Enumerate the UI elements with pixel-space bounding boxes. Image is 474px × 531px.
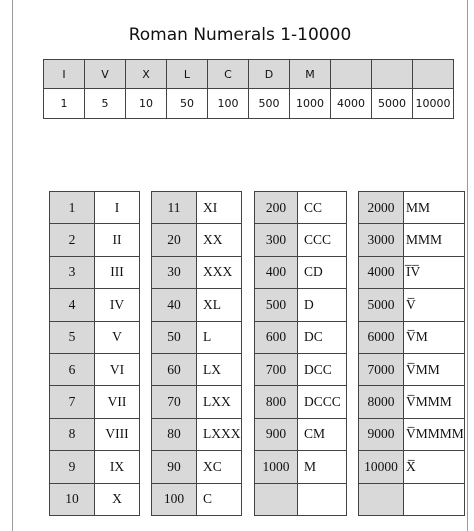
numeral-row <box>152 321 242 353</box>
numeral-row <box>152 256 242 288</box>
roman-cell <box>404 483 465 515</box>
number-cell <box>359 483 404 515</box>
numeral-row <box>255 224 347 256</box>
symbol-cell: V <box>85 60 126 89</box>
roman-cell: C <box>197 483 242 515</box>
numeral-row <box>152 353 242 385</box>
number-cell: 9000 <box>359 418 404 450</box>
roman-cell: CD <box>298 256 347 288</box>
number-cell: 5 <box>50 321 95 353</box>
numeral-row <box>50 321 140 353</box>
roman-cell: V̅ <box>404 289 465 321</box>
roman-cell: V̅MMM <box>404 386 465 418</box>
number-cell: 20 <box>152 224 197 256</box>
number-cell: 900 <box>255 418 298 450</box>
numeral-table-2000-10000 <box>358 191 465 516</box>
numeral-row <box>152 483 242 515</box>
numeral-row <box>50 256 140 288</box>
number-cell <box>255 483 298 515</box>
symbol-cell <box>372 60 413 89</box>
roman-cell: VII <box>95 386 140 418</box>
roman-cell: LXX <box>197 386 242 418</box>
value-cell: 100 <box>208 89 249 119</box>
value-cell: 1000 <box>290 89 331 119</box>
value-row <box>44 89 454 119</box>
document-page <box>12 0 468 531</box>
numeral-row <box>359 224 465 256</box>
number-cell: 200 <box>255 192 298 224</box>
number-cell: 40 <box>152 289 197 321</box>
roman-cell: IV <box>95 289 140 321</box>
roman-cell: V̅M <box>404 321 465 353</box>
numeral-row <box>359 483 465 515</box>
roman-cell: XL <box>197 289 242 321</box>
number-cell: 50 <box>152 321 197 353</box>
number-cell: 300 <box>255 224 298 256</box>
roman-cell: DC <box>298 321 347 353</box>
numeral-row <box>255 418 347 450</box>
symbol-value-table <box>43 59 454 119</box>
numeral-row <box>50 192 140 224</box>
roman-cell: XX <box>197 224 242 256</box>
roman-cell: X̅ <box>404 451 465 483</box>
numeral-row <box>255 289 347 321</box>
symbol-cell: M <box>290 60 331 89</box>
number-cell: 500 <box>255 289 298 321</box>
roman-cell: CM <box>298 418 347 450</box>
roman-cell: VIII <box>95 418 140 450</box>
number-cell: 400 <box>255 256 298 288</box>
symbol-cell: X <box>126 60 167 89</box>
numeral-row <box>255 451 347 483</box>
number-cell: 8 <box>50 418 95 450</box>
symbol-cell: C <box>208 60 249 89</box>
symbol-cell <box>331 60 372 89</box>
roman-cell: L <box>197 321 242 353</box>
numeral-row <box>50 289 140 321</box>
roman-cell: X <box>95 483 140 515</box>
value-cell: 500 <box>249 89 290 119</box>
numeral-row <box>50 353 140 385</box>
roman-cell: V̅MM <box>404 353 465 385</box>
numeral-row <box>359 451 465 483</box>
number-cell: 6000 <box>359 321 404 353</box>
number-cell: 5000 <box>359 289 404 321</box>
number-cell: 8000 <box>359 386 404 418</box>
numeral-row <box>50 483 140 515</box>
value-cell: 10 <box>126 89 167 119</box>
value-cell: 4000 <box>331 89 372 119</box>
number-cell: 1 <box>50 192 95 224</box>
value-cell: 1 <box>44 89 85 119</box>
numeral-row <box>359 386 465 418</box>
value-cell: 5 <box>85 89 126 119</box>
value-cell: 5000 <box>372 89 413 119</box>
numeral-row <box>255 321 347 353</box>
number-cell: 30 <box>152 256 197 288</box>
numeral-row <box>152 289 242 321</box>
numeral-row <box>152 451 242 483</box>
numeral-row <box>255 386 347 418</box>
symbol-cell: I <box>44 60 85 89</box>
roman-cell: LX <box>197 353 242 385</box>
roman-cell: DCCC <box>298 386 347 418</box>
roman-cell: LXXX <box>197 418 242 450</box>
numeral-row <box>50 224 140 256</box>
numeral-row <box>359 321 465 353</box>
numeral-row <box>152 224 242 256</box>
numeral-row <box>50 451 140 483</box>
symbol-row <box>44 60 454 89</box>
number-cell: 90 <box>152 451 197 483</box>
number-cell: 7 <box>50 386 95 418</box>
numeral-row <box>50 418 140 450</box>
number-cell: 700 <box>255 353 298 385</box>
numeral-table-1-10 <box>49 191 140 516</box>
symbol-cell <box>413 60 454 89</box>
roman-cell: MMM <box>404 224 465 256</box>
numeral-row <box>359 256 465 288</box>
number-cell: 7000 <box>359 353 404 385</box>
number-cell: 80 <box>152 418 197 450</box>
roman-cell: V̅MMMM <box>404 418 465 450</box>
numeral-row <box>255 256 347 288</box>
numeral-row <box>152 386 242 418</box>
number-cell: 100 <box>152 483 197 515</box>
roman-cell: CCC <box>298 224 347 256</box>
roman-cell: MM <box>404 192 465 224</box>
page-title: Roman Numerals 1-10000 <box>128 25 352 45</box>
roman-cell: VI <box>95 353 140 385</box>
symbol-cell: L <box>167 60 208 89</box>
roman-cell: II <box>95 224 140 256</box>
roman-cell: IX <box>95 451 140 483</box>
number-cell: 600 <box>255 321 298 353</box>
roman-cell: M <box>298 451 347 483</box>
roman-cell <box>298 483 347 515</box>
number-cell: 4000 <box>359 256 404 288</box>
number-cell: 1000 <box>255 451 298 483</box>
symbol-cell: D <box>249 60 290 89</box>
number-cell: 3000 <box>359 224 404 256</box>
numeral-row <box>152 418 242 450</box>
numeral-row <box>50 386 140 418</box>
numeral-row <box>359 418 465 450</box>
numeral-row <box>152 192 242 224</box>
numeral-row <box>359 192 465 224</box>
number-cell: 2000 <box>359 192 404 224</box>
number-cell: 4 <box>50 289 95 321</box>
roman-cell: V <box>95 321 140 353</box>
numeral-row <box>359 289 465 321</box>
roman-cell: D <box>298 289 347 321</box>
roman-cell: CC <box>298 192 347 224</box>
number-cell: 10 <box>50 483 95 515</box>
roman-cell: XC <box>197 451 242 483</box>
number-cell: 800 <box>255 386 298 418</box>
number-cell: 2 <box>50 224 95 256</box>
roman-cell: DCC <box>298 353 347 385</box>
number-cell: 6 <box>50 353 95 385</box>
number-cell: 9 <box>50 451 95 483</box>
number-cell: 3 <box>50 256 95 288</box>
number-cell: 60 <box>152 353 197 385</box>
numeral-row <box>255 192 347 224</box>
value-cell: 10000 <box>413 89 454 119</box>
numeral-row <box>255 483 347 515</box>
number-cell: 11 <box>152 192 197 224</box>
roman-cell: III <box>95 256 140 288</box>
numeral-row <box>359 353 465 385</box>
number-cell: 10000 <box>359 451 404 483</box>
numeral-row <box>255 353 347 385</box>
numeral-table-11-100 <box>151 191 242 516</box>
roman-cell: I̅V̅ <box>404 256 465 288</box>
roman-cell: I <box>95 192 140 224</box>
roman-cell: XXX <box>197 256 242 288</box>
number-cell: 70 <box>152 386 197 418</box>
value-cell: 50 <box>167 89 208 119</box>
numeral-table-200-1000 <box>254 191 347 516</box>
roman-cell: XI <box>197 192 242 224</box>
